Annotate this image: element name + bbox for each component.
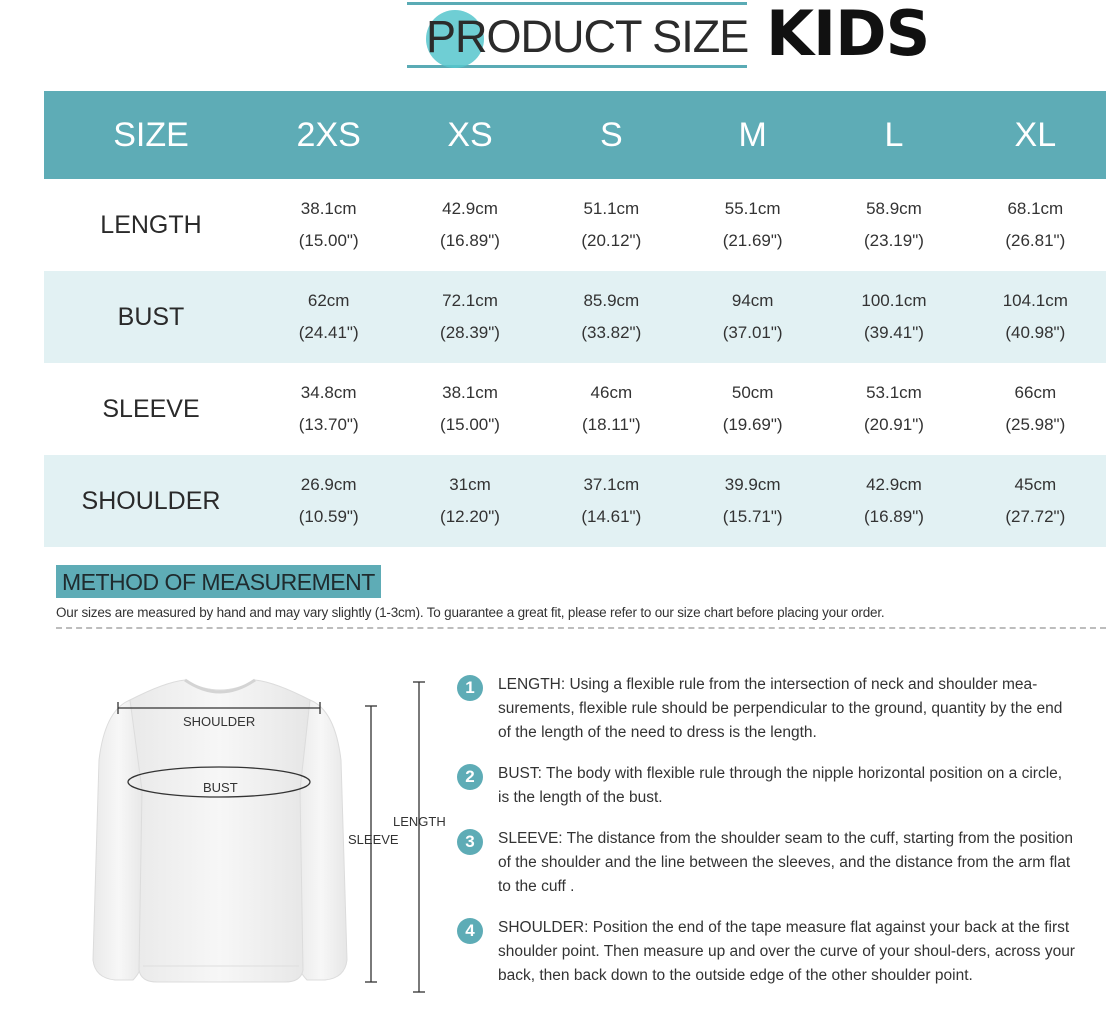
table-cell bbox=[965, 455, 1106, 547]
step-text: SHOULDER: Position the end of the tape measure flat against your back at the first shoulder point. Then measure up and over the curve of your shoul-ders, across your back, then back down to the outside edge of the other shoulder point. bbox=[498, 919, 1075, 984]
table-cell bbox=[399, 363, 540, 455]
cm-value: 51.1cm bbox=[583, 199, 640, 218]
cm-value: 39.9cm bbox=[724, 475, 781, 494]
inch-value: (20.91") bbox=[864, 415, 924, 434]
inch-value: (15.71") bbox=[722, 507, 783, 526]
inch-value: (19.69") bbox=[722, 415, 783, 434]
inch-value: (18.11") bbox=[582, 415, 641, 434]
table-cell bbox=[965, 179, 1106, 271]
header-2xs: 2XS bbox=[258, 91, 399, 179]
table-cell bbox=[399, 455, 540, 547]
table-row bbox=[44, 455, 1106, 547]
shoulder-dim-label: SHOULDER bbox=[183, 714, 256, 729]
sleeve-dim-label: SLEEVE bbox=[348, 832, 399, 847]
table-cell bbox=[541, 363, 682, 455]
inch-value: (14.61") bbox=[581, 507, 642, 526]
cm-value: 46cm bbox=[590, 383, 633, 402]
row-label: SLEEVE bbox=[102, 395, 200, 423]
dashed-divider bbox=[56, 627, 1106, 629]
table-cell bbox=[258, 455, 399, 547]
table-cell bbox=[258, 179, 399, 271]
step-text: BUST: The body with flexible rule through the nipple horizontal position on a circle, is the length of the bust. bbox=[498, 765, 1063, 806]
cm-value: 62cm bbox=[307, 291, 350, 310]
inch-value: (28.39") bbox=[440, 323, 500, 342]
inch-value: (24.41") bbox=[298, 323, 359, 342]
inch-value: (39.41") bbox=[864, 323, 924, 342]
cm-value: 66cm bbox=[1014, 383, 1057, 402]
cm-value: 104.1cm bbox=[1002, 291, 1068, 310]
inch-value: (16.89") bbox=[864, 507, 924, 526]
inch-value: (37.01") bbox=[722, 323, 783, 342]
table-cell bbox=[258, 363, 399, 455]
table-cell bbox=[823, 455, 964, 547]
inch-value: (20.12") bbox=[581, 231, 642, 250]
cm-value: 38.1cm bbox=[442, 383, 498, 402]
inch-value: (12.20") bbox=[440, 507, 500, 526]
cm-value: 31cm bbox=[449, 475, 491, 494]
cm-value: 42.9cm bbox=[442, 199, 498, 218]
table-cell bbox=[682, 179, 823, 271]
step-sleeve bbox=[457, 827, 1077, 899]
table-cell bbox=[965, 271, 1106, 363]
inch-value: (40.98") bbox=[1005, 323, 1066, 342]
header-xl: XL bbox=[965, 91, 1106, 179]
page-title: PRODUCT SIZE bbox=[426, 11, 749, 62]
inch-value: (10.59") bbox=[298, 507, 359, 526]
inch-value: (25.98") bbox=[1005, 415, 1066, 434]
step-number-icon: 2 bbox=[457, 764, 483, 790]
cm-value: 38.1cm bbox=[300, 199, 357, 218]
cm-value: 50cm bbox=[731, 383, 774, 402]
step-text: SLEEVE: The distance from the shoulder seam to the cuff, starting from the position of the shoulder and the line between the sleeves, and the distance from the arm flat to the cuff . bbox=[498, 830, 1073, 895]
bust-dim-label: BUST bbox=[203, 780, 238, 795]
table-cell bbox=[965, 363, 1106, 455]
cm-value: 34.8cm bbox=[300, 383, 357, 402]
method-note: Our sizes are measured by hand and may vary slightly (1-3cm). To guarantee a great fit, please refer to our size chart before placing your order. bbox=[56, 605, 885, 620]
table-cell bbox=[541, 455, 682, 547]
table-cell bbox=[258, 271, 399, 363]
cm-value: 85.9cm bbox=[583, 291, 640, 310]
inch-value: (21.69") bbox=[722, 231, 783, 250]
header-l: L bbox=[823, 91, 964, 179]
table-header-row bbox=[44, 91, 1106, 179]
table-cell bbox=[823, 363, 964, 455]
header-s: S bbox=[541, 91, 682, 179]
cm-value: 55.1cm bbox=[724, 199, 781, 218]
cm-value: 42.9cm bbox=[866, 475, 922, 494]
inch-value: (23.19") bbox=[864, 231, 924, 250]
row-label: LENGTH bbox=[100, 211, 202, 239]
table-cell bbox=[541, 179, 682, 271]
step-number-icon: 4 bbox=[457, 918, 483, 944]
row-label: BUST bbox=[44, 271, 258, 363]
step-bust bbox=[457, 762, 1077, 810]
inch-value: (15.00") bbox=[298, 231, 359, 250]
inch-value: (26.81") bbox=[1005, 231, 1066, 250]
table-cell bbox=[541, 271, 682, 363]
table-cell bbox=[823, 271, 964, 363]
cm-value: 37.1cm bbox=[583, 475, 640, 494]
inch-value: (16.89") bbox=[440, 231, 500, 250]
inch-value: (15.00") bbox=[440, 415, 500, 434]
cm-value: 53.1cm bbox=[866, 383, 922, 402]
table-cell bbox=[682, 271, 823, 363]
inch-value: (27.72") bbox=[1005, 507, 1066, 526]
table-row bbox=[44, 363, 1106, 455]
cm-value: 68.1cm bbox=[1007, 199, 1064, 218]
sweater-illustration bbox=[85, 670, 445, 1000]
table-cell bbox=[399, 271, 540, 363]
cm-value: 72.1cm bbox=[442, 291, 498, 310]
step-text: LENGTH: Using a flexible rule from the intersection of neck and shoulder mea-surements, flexible rule should be perpendicular to the ground, quantity by the end of the length of the need to dress is the length. bbox=[498, 676, 1063, 741]
step-shoulder bbox=[457, 916, 1077, 988]
table-cell bbox=[682, 455, 823, 547]
cm-value: 94cm bbox=[731, 291, 774, 310]
row-label: SHOULDER bbox=[44, 455, 258, 547]
method-title: METHOD OF MEASUREMENT bbox=[56, 565, 381, 598]
header-xs: XS bbox=[399, 91, 540, 179]
measurement-steps bbox=[457, 673, 1077, 1005]
step-number-icon: 1 bbox=[457, 675, 483, 701]
step-number-icon: 3 bbox=[457, 829, 483, 855]
header-size: SIZE bbox=[44, 91, 258, 179]
table-cell bbox=[682, 363, 823, 455]
size-table bbox=[44, 91, 1106, 547]
table-row bbox=[44, 271, 1106, 363]
cm-value: 45cm bbox=[1014, 475, 1057, 494]
length-dim-label: LENGTH bbox=[393, 814, 446, 829]
kids-badge: KIDS bbox=[766, 0, 930, 70]
step-length bbox=[457, 673, 1077, 745]
inch-value: (33.82") bbox=[581, 323, 642, 342]
cm-value: 26.9cm bbox=[300, 475, 357, 494]
table-cell bbox=[399, 179, 540, 271]
table-row bbox=[44, 179, 1106, 271]
cm-value: 100.1cm bbox=[861, 291, 927, 310]
table-cell bbox=[823, 179, 964, 271]
header-m: M bbox=[682, 91, 823, 179]
cm-value: 58.9cm bbox=[866, 199, 922, 218]
inch-value: (13.70") bbox=[298, 415, 359, 434]
